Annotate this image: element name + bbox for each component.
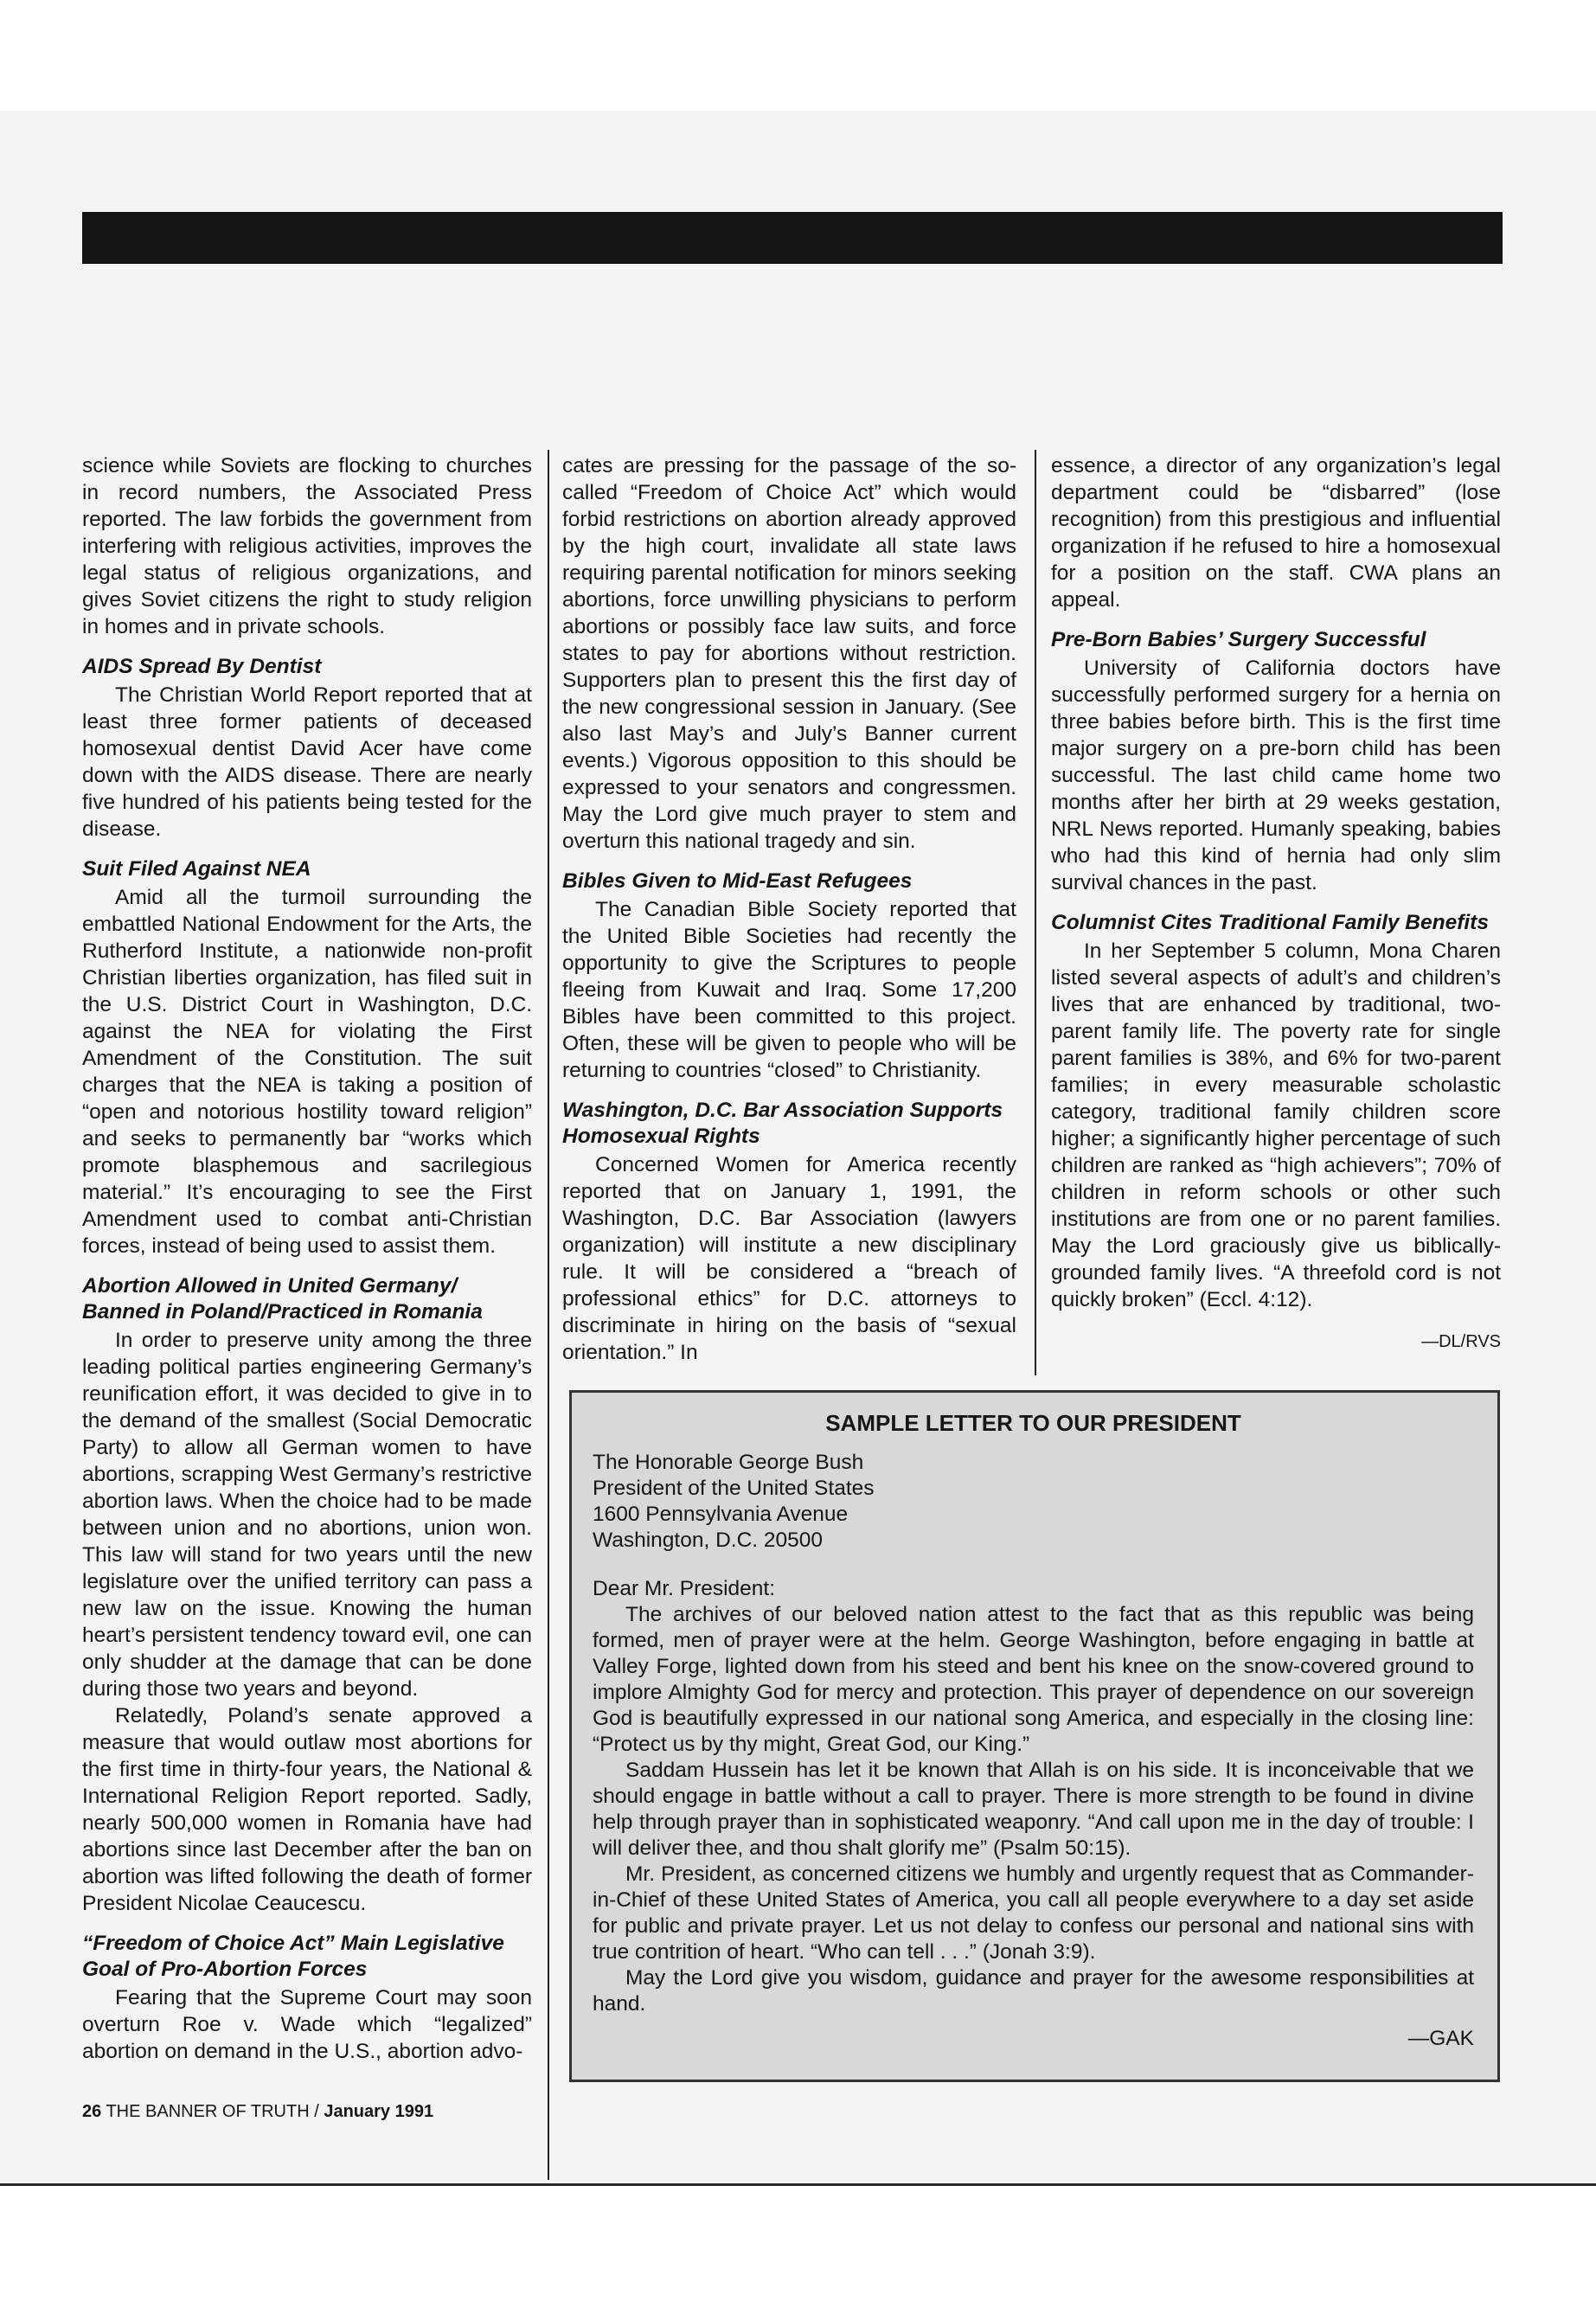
- paragraph: In her September 5 column, Mona Charen listed several aspects of adult’s and children’s lives that are enhanced by traditional, two-parent family life. The poverty rate for single parent families is 38%, and 6% for two-parent families; in every measurable scholastic category, traditional family children score higher; a significantly higher percentage of such children are ranked as “high achievers”; 70% of children in reform schools or other such institutions are from one or no parent families. May the Lord graciously give us biblically-grounded family lives. “A threefold cord is not quickly broken” (Eccl. 4:12).: [1051, 939, 1501, 1311]
- scan-edge-line: [0, 2183, 1596, 2186]
- issue-date: January 1991: [324, 2102, 434, 2121]
- address-line: The Honorable George Bush: [593, 1451, 864, 1474]
- column-2: [562, 452, 1016, 1366]
- column-rule-left: [548, 450, 549, 2180]
- article-heading: AIDS Spread By Dentist: [82, 655, 322, 678]
- article-heading: Pre-Born Babies’ Surgery Successful: [1051, 628, 1426, 651]
- paragraph: science while Soviets are flocking to churches in record numbers, the Associated Press reported. The law forbids the government from interfering with religious activities, improves the legal status of religious organizations, and gives Soviet citizens the right to study religion in homes and in private schools.: [82, 454, 532, 638]
- author-initials: —DL/RVS: [1421, 1332, 1501, 1351]
- paragraph: Relatedly, Poland’s senate approved a measure that would outlaw most abortions for the first time in thirty-four years, the National & International Religion Report reported. Sadly, nearly 500,000 women in Romania have had abortions since last December after the ban on abortion was lifted following the death of former President Nicolae Ceaucescu.: [82, 1704, 532, 1915]
- article-heading: Abortion Allowed in United Germany/ Banned in Poland/Practiced in Romania: [82, 1274, 483, 1324]
- paragraph: cates are pressing for the passage of the so-called “Freedom of Choice Act” which would forbid restrictions on abortion already approved by the high court, invalidate all state laws requiring parental notification for minors seeking abortions, force unwilling physicians to perform abortions or possibly face law suits, and force states to pay for abortions without restriction. Supporters plan to present this the first day of the new congressional session in January. (See also last May’s and July’s Banner current events.) Vigorous opposition to this should be expressed to your senators and congressmen. May the Lord give much prayer to stem and overturn this national tragedy and sin.: [562, 454, 1016, 853]
- address-line: 1600 Pennsylvania Avenue: [593, 1503, 849, 1526]
- sample-letter-box: [569, 1390, 1500, 2082]
- address-line: President of the United States: [593, 1477, 875, 1500]
- paragraph: Amid all the turmoil surrounding the embattled National Endowment for the Arts, the Rutherford Institute, a nationwide non-profit Christian liberties organization, has filed suit in the U.S. District Court in Washington, D.C. against the NEA for violating the First Amendment of the Constitution. The suit charges that the NEA is taking a position of “open and notorious hostility toward religion” and seeks to permanently bar “works which promote blasphemous and sacrilegious material.” It’s encouraging to see the First Amendment used to combat anti-Christian forces, instead of being used to assist them.: [82, 886, 532, 1258]
- article-heading: Columnist Cites Traditional Family Benefits: [1051, 911, 1489, 934]
- article-heading: “Freedom of Choice Act” Main Legislative Goal of Pro-Abortion Forces: [82, 1932, 504, 1981]
- paragraph: The Christian World Report reported that at least three former patients of deceased homosexual dentist David Acer have come down with the AIDS disease. There are nearly five hundred of his patients being tested for the disease.: [82, 683, 532, 841]
- letter-address: [593, 1450, 1474, 1554]
- column-1: [82, 452, 532, 2065]
- letter-salutation: Dear Mr. President:: [593, 1577, 776, 1600]
- article-heading: Suit Filed Against NEA: [82, 857, 311, 881]
- article-heading: Washington, D.C. Bar Association Supports Homosexual Rights: [562, 1099, 1003, 1148]
- letter-paragraph: Mr. President, as concerned citizens we humbly and urgently request that as Commander-in-Chief of these United States of America, you call all people everywhere to a day set aside for public and private prayer. Let us not delay to confess our personal and national sins with true contrition of heart. “Who can tell . . .” (Jonah 3:9).: [593, 1862, 1474, 1964]
- magazine-name: THE BANNER OF TRUTH /: [106, 2102, 319, 2121]
- letter-title: SAMPLE LETTER TO OUR PRESIDENT: [825, 1410, 1241, 1436]
- page-number: 26: [82, 2102, 102, 2121]
- letter-paragraph: May the Lord give you wisdom, guidance and prayer for the awesome responsibilities at hand.: [593, 1966, 1474, 2016]
- article-heading: Bibles Given to Mid-East Refugees: [562, 869, 913, 893]
- letter-paragraph: Saddam Hussein has let it be known that Allah is on his side. It is inconceivable that we should engage in battle without a call to prayer. There is more strength to be found in divine help through prayer than in sophisticated weaponry. “And call upon me in the day of trouble: I will deliver thee, and thou shalt glorify me” (Psalm 50:15).: [593, 1759, 1474, 1860]
- paragraph: Concerned Women for America recently reported that on January 1, 1991, the Washington, D.C. Bar Association (lawyers organization) will institute a new disciplinary rule. It will be considered a “breach of professional ethics” for D.C. attorneys to discriminate in hiring on the basis of “sexual orientation.” In: [562, 1153, 1016, 1364]
- column-rule-right: [1035, 450, 1036, 1375]
- address-line: Washington, D.C. 20500: [593, 1529, 824, 1552]
- column-3: [1051, 452, 1501, 1356]
- letter-paragraph: The archives of our beloved nation attest to the fact that as this republic was being formed, men of prayer were at the helm. George Washington, before engaging in battle at Valley Forge, lighted down from his steed and bent his knee on the snow-covered ground to implore Almighty God for mercy and protection. This prayer of dependence on our sovereign God is beautifully expressed in our national song America, and especially in the closing line: “Protect us by thy might, Great God, our King.”: [593, 1603, 1474, 1756]
- paragraph: Fearing that the Supreme Court may soon overturn Roe v. Wade which “legalized” abortion on demand in the U.S., abortion advo-: [82, 1986, 532, 2063]
- header-bar: [82, 212, 1503, 264]
- paragraph: In order to preserve unity among the three leading political parties engineering Germany’s reunification effort, it was decided to give in to the demand of the smallest (Social Democratic Party) to allow all German women to have abortions, scrapping West Germany’s restrictive abortion laws. When the choice had to be made between union and no abortions, union won. This law will stand for two years until the new legislature over the unified territory can pass a new law on the issue. Knowing the human heart’s persistent tendency toward evil, one can only shudder at the damage that can be done during those two years and beyond.: [82, 1329, 532, 1701]
- letter-signature: —GAK: [1407, 2027, 1474, 2050]
- paragraph: University of California doctors have successfully performed surgery for a hernia on three babies before birth. This is the first time major surgery on a pre-born child has been successful. The last child came home two months after her birth at 29 weeks gestation, NRL News reported. Humanly speaking, babies who had this kind of hernia had only slim survival chances in the past.: [1051, 657, 1501, 894]
- paragraph: The Canadian Bible Society reported that the United Bible Societies had recently the opportunity to give the Scriptures to people fleeing from Kuwait and Iraq. Some 17,200 Bibles have been committed to this project. Often, these will be given to people who will be returning to countries “closed” to Christianity.: [562, 898, 1016, 1082]
- paragraph: essence, a director of any organization’s legal department could be “disbarred” (lose recognition) from this prestigious and influential organization if he refused to hire a homosexual for a position on the staff. CWA plans an appeal.: [1051, 454, 1501, 612]
- page-footer: [82, 2102, 433, 2122]
